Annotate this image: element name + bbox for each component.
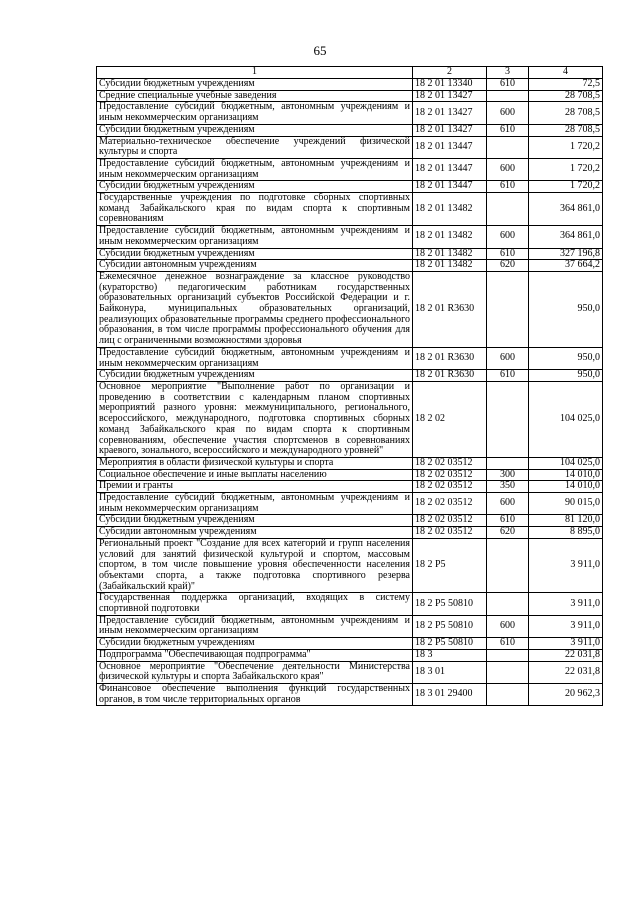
row-amount-cell: 20 962,3: [529, 683, 603, 705]
row-code-cell: 18 2 01 13482: [413, 193, 487, 226]
table-row: [97, 481, 603, 493]
row-code-cell: 18 2 01 R3630: [413, 370, 487, 382]
table-row: [97, 90, 603, 102]
row-amount-cell: 90 015,0: [529, 493, 603, 515]
row-name-cell: Субсидии автономным учреждениям: [97, 527, 413, 539]
table-row: [97, 493, 603, 515]
row-amount-cell: 3 911,0: [529, 593, 603, 615]
row-type-cell: 610: [487, 638, 529, 650]
row-name-cell: Предоставление субсидий бюджетным, автономным учреждениям и иным некоммерческим организациям: [97, 102, 413, 124]
row-type-cell: 350: [487, 481, 529, 493]
row-type-cell: [487, 649, 529, 661]
row-name-cell: Социальное обеспечение и иные выплаты населению: [97, 469, 413, 481]
row-code-cell: 18 2 02: [413, 381, 487, 457]
row-type-cell: 600: [487, 102, 529, 124]
table-row: [97, 248, 603, 260]
row-type-cell: 300: [487, 469, 529, 481]
row-type-cell: [487, 136, 529, 158]
row-code-cell: 18 2 02 03512: [413, 481, 487, 493]
row-name-cell: Предоставление субсидий бюджетным, автономным учреждениям и иным некоммерческим организациям: [97, 158, 413, 180]
table-row: [97, 347, 603, 369]
row-code-cell: 18 2 01 13482: [413, 260, 487, 272]
table-row: [97, 593, 603, 615]
table-row: [97, 515, 603, 527]
table-row: [97, 158, 603, 180]
row-code-cell: 18 2 02 03512: [413, 493, 487, 515]
table-row: [97, 370, 603, 382]
row-amount-cell: 1 720,2: [529, 136, 603, 158]
row-code-cell: 18 2 02 03512: [413, 469, 487, 481]
row-name-cell: Субсидии бюджетным учреждениям: [97, 638, 413, 650]
row-name-cell: Субсидии бюджетным учреждениям: [97, 79, 413, 91]
page-number: 65: [313, 43, 327, 58]
row-code-cell: 18 2 02 03512: [413, 515, 487, 527]
row-amount-cell: 364 861,0: [529, 193, 603, 226]
row-name-cell: Предоставление субсидий бюджетным, автономным учреждениям и иным некоммерческим организациям: [97, 493, 413, 515]
row-name-cell: Государственная поддержка организаций, входящих в систему спортивной подготовки: [97, 593, 413, 615]
row-amount-cell: 3 911,0: [529, 638, 603, 650]
row-code-cell: 18 2 01 R3630: [413, 347, 487, 369]
row-code-cell: 18 2 P5 50810: [413, 593, 487, 615]
row-type-cell: 620: [487, 527, 529, 539]
row-name-cell: Подпрограмма "Обеспечивающая подпрограмма": [97, 649, 413, 661]
row-type-cell: [487, 538, 529, 593]
row-type-cell: 600: [487, 493, 529, 515]
row-amount-cell: 104 025,0: [529, 457, 603, 469]
row-amount-cell: 364 861,0: [529, 226, 603, 248]
table-row: [97, 226, 603, 248]
row-amount-cell: 22 031,8: [529, 649, 603, 661]
table-row: [97, 271, 603, 347]
row-name-cell: Субсидии бюджетным учреждениям: [97, 124, 413, 136]
row-amount-cell: 1 720,2: [529, 158, 603, 180]
row-code-cell: 18 3 01 29400: [413, 683, 487, 705]
table-row: [97, 381, 603, 457]
row-amount-cell: 72,5: [529, 79, 603, 91]
row-amount-cell: 28 708,5: [529, 90, 603, 102]
table-row: [97, 527, 603, 539]
row-name-cell: Предоставление субсидий бюджетным, автономным учреждениям и иным некоммерческим организациям: [97, 347, 413, 369]
table-row: [97, 136, 603, 158]
row-type-cell: 600: [487, 158, 529, 180]
row-name-cell: Основное мероприятие "Обеспечение деятельности Министерства физической культуры и спорта Забайкальского края": [97, 661, 413, 683]
table-row: [97, 193, 603, 226]
row-type-cell: [487, 661, 529, 683]
header-col-3: 3: [487, 67, 529, 79]
row-name-cell: Предоставление субсидий бюджетным, автономным учреждениям и иным некоммерческим организациям: [97, 615, 413, 637]
row-code-cell: 18 2 P5 50810: [413, 615, 487, 637]
row-code-cell: 18 2 01 13427: [413, 124, 487, 136]
budget-table: [96, 66, 603, 706]
row-name-cell: Ежемесячное денежное вознаграждение за классное руководство (кураторство) педагогическим работникам государственных образовательных организаций субъектов Российской Федерации и г. Байконура, муниципальных образовательных организаций, реализующих образовательные программы среднего профессионального образования, в том числе программы профессионального обучения для лиц с ограниченными возможностями здоровья: [97, 271, 413, 347]
row-type-cell: [487, 193, 529, 226]
row-code-cell: 18 2 01 13482: [413, 226, 487, 248]
table-row: [97, 538, 603, 593]
row-type-cell: [487, 457, 529, 469]
table-row: [97, 102, 603, 124]
row-amount-cell: 3 911,0: [529, 538, 603, 593]
row-name-cell: Основное мероприятие "Выполнение работ по организации и проведению в соответствии с календарным планом спортивных мероприятий разного уровня: межмуниципального, регионального, всероссийского, международного, подготовка спортивных сборных команд Забайкальского края по видам спорта к спортивным соревнованиям, обеспечение участия спортсменов в соревнованиях краевого, зонального, всероссийского и международного уровней": [97, 381, 413, 457]
row-type-cell: 620: [487, 260, 529, 272]
row-amount-cell: 104 025,0: [529, 381, 603, 457]
row-amount-cell: 3 911,0: [529, 615, 603, 637]
row-amount-cell: 14 010,0: [529, 469, 603, 481]
row-amount-cell: 950,0: [529, 271, 603, 347]
row-name-cell: Мероприятия в области физической культуры и спорта: [97, 457, 413, 469]
header-col-4: 4: [529, 67, 603, 79]
row-type-cell: 610: [487, 515, 529, 527]
row-name-cell: Субсидии бюджетным учреждениям: [97, 181, 413, 193]
row-type-cell: [487, 683, 529, 705]
row-name-cell: Средние специальные учебные заведения: [97, 90, 413, 102]
row-amount-cell: 327 196,8: [529, 248, 603, 260]
row-code-cell: 18 2 01 13340: [413, 79, 487, 91]
row-amount-cell: 8 895,0: [529, 527, 603, 539]
row-amount-cell: 1 720,2: [529, 181, 603, 193]
row-name-cell: Региональный проект "Создание для всех категорий и групп населения условий для занятий физической культурой и спортом, массовым спортом, в том числе повышение уровня обеспеченности населения объектами спорта, а также подготовка спортивного резерва (Забайкальский край)": [97, 538, 413, 593]
row-type-cell: 610: [487, 124, 529, 136]
table-row: [97, 661, 603, 683]
row-amount-cell: 81 120,0: [529, 515, 603, 527]
row-code-cell: 18 2 02 03512: [413, 527, 487, 539]
row-type-cell: 610: [487, 248, 529, 260]
row-type-cell: [487, 381, 529, 457]
table-row: [97, 683, 603, 705]
table-body: [97, 79, 603, 706]
row-amount-cell: 28 708,5: [529, 124, 603, 136]
row-type-cell: [487, 90, 529, 102]
row-type-cell: [487, 593, 529, 615]
row-code-cell: 18 2 01 13447: [413, 158, 487, 180]
row-amount-cell: 950,0: [529, 370, 603, 382]
table-row: [97, 615, 603, 637]
row-name-cell: Государственные учреждения по подготовке сборных спортивных команд Забайкальского края по видам спорта к спортивным соревнованиям: [97, 193, 413, 226]
table-row: [97, 260, 603, 272]
row-amount-cell: 37 664,2: [529, 260, 603, 272]
row-type-cell: 600: [487, 615, 529, 637]
row-amount-cell: 14 010,0: [529, 481, 603, 493]
row-amount-cell: 28 708,5: [529, 102, 603, 124]
row-type-cell: 610: [487, 370, 529, 382]
row-name-cell: Субсидии автономным учреждениям: [97, 260, 413, 272]
row-code-cell: 18 2 01 13447: [413, 181, 487, 193]
row-type-cell: 610: [487, 79, 529, 91]
row-type-cell: 600: [487, 226, 529, 248]
row-amount-cell: 950,0: [529, 347, 603, 369]
table-row: [97, 181, 603, 193]
row-name-cell: Предоставление субсидий бюджетным, автономным учреждениям и иным некоммерческим организациям: [97, 226, 413, 248]
row-code-cell: 18 3 01: [413, 661, 487, 683]
table-row: [97, 124, 603, 136]
row-code-cell: 18 2 01 R3630: [413, 271, 487, 347]
header-col-1: 1: [97, 67, 413, 79]
row-type-cell: 610: [487, 181, 529, 193]
row-name-cell: Субсидии бюджетным учреждениям: [97, 370, 413, 382]
header-col-2: 2: [413, 67, 487, 79]
row-name-cell: Субсидии бюджетным учреждениям: [97, 515, 413, 527]
table-row: [97, 649, 603, 661]
row-amount-cell: 22 031,8: [529, 661, 603, 683]
row-code-cell: 18 2 01 13447: [413, 136, 487, 158]
row-name-cell: Финансовое обеспечение выполнения функций государственных органов, в том числе территориальных органов: [97, 683, 413, 705]
table-header-row: [97, 67, 603, 79]
row-code-cell: 18 2 01 13427: [413, 102, 487, 124]
row-name-cell: Премии и гранты: [97, 481, 413, 493]
table-row: [97, 469, 603, 481]
table-row: [97, 638, 603, 650]
row-name-cell: Субсидии бюджетным учреждениям: [97, 248, 413, 260]
row-type-cell: 600: [487, 347, 529, 369]
row-code-cell: 18 2 P5 50810: [413, 638, 487, 650]
row-name-cell: Материально-техническое обеспечение учреждений физической культуры и спорта: [97, 136, 413, 158]
row-code-cell: 18 2 01 13427: [413, 90, 487, 102]
table-row: [97, 79, 603, 91]
row-code-cell: 18 2 P5: [413, 538, 487, 593]
table-row: [97, 457, 603, 469]
row-code-cell: 18 3: [413, 649, 487, 661]
row-code-cell: 18 2 01 13482: [413, 248, 487, 260]
row-code-cell: 18 2 02 03512: [413, 457, 487, 469]
row-type-cell: [487, 271, 529, 347]
